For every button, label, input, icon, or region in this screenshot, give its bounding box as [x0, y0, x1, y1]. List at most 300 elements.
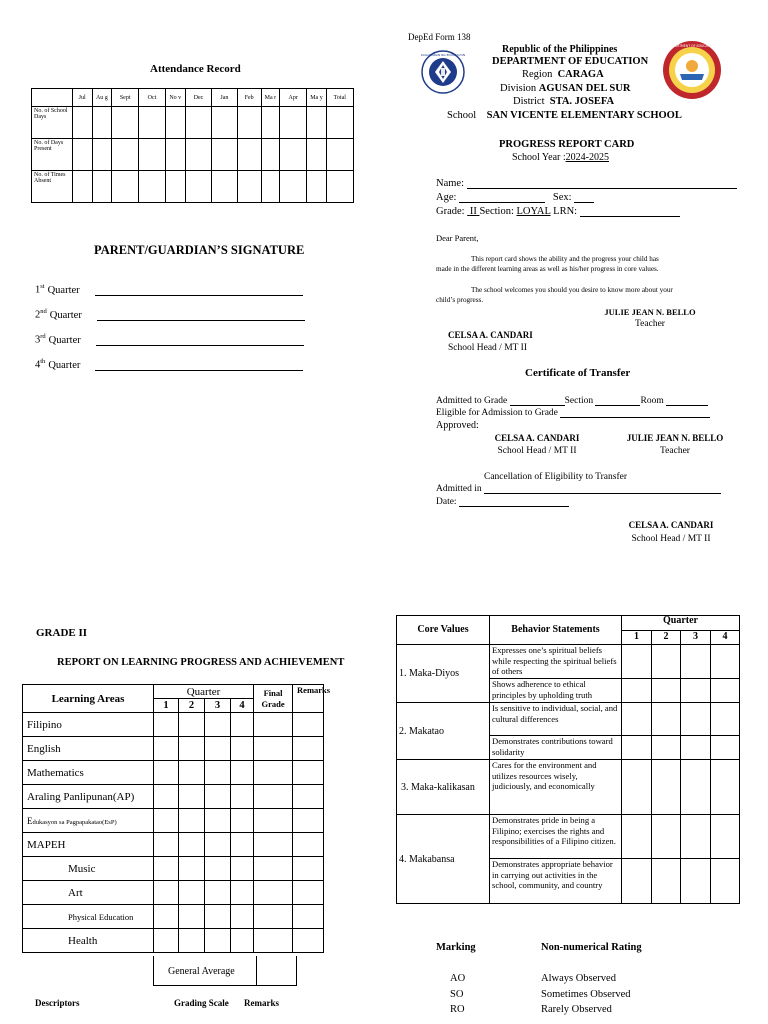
signature-field[interactable]	[96, 345, 304, 346]
attendance-cell[interactable]	[280, 107, 307, 139]
deped-seal-logo	[421, 50, 465, 94]
grade-cell[interactable]	[254, 929, 293, 953]
signature-field[interactable]	[95, 295, 303, 296]
attendance-cell[interactable]	[72, 171, 92, 203]
grade-cell[interactable]	[231, 881, 254, 905]
letter-head-name: CELSA A. CANDARI	[448, 330, 533, 340]
marking-description: Always Observed	[541, 973, 616, 984]
grade-cell[interactable]	[231, 713, 254, 737]
core-value-name: 1. Maka-Diyos	[397, 645, 490, 703]
grade-cell[interactable]	[179, 809, 205, 833]
transfer-teacher-name: JULIE JEAN N. BELLO	[626, 433, 724, 443]
learning-area-row	[23, 905, 324, 929]
core-quarter-header: Quarter	[622, 616, 740, 631]
rating-cell[interactable]	[711, 760, 740, 815]
signature-field[interactable]	[97, 320, 305, 321]
descriptors-label: Descriptors	[35, 998, 80, 1008]
school-year-label: School Year :	[512, 152, 566, 163]
attendance-cell[interactable]	[92, 171, 111, 203]
month-header: Apr	[280, 89, 307, 107]
month-header: Ma y	[307, 89, 326, 107]
general-average-label: General Average	[168, 966, 235, 977]
learning-area-name	[23, 857, 154, 881]
grade-cell[interactable]	[205, 737, 231, 761]
learning-area-row	[23, 785, 324, 809]
grade-cell[interactable]	[293, 929, 324, 953]
rating-cell[interactable]	[652, 859, 681, 904]
section-value: LOYAL	[516, 206, 551, 217]
letter-teacher-title: Teacher	[635, 319, 665, 329]
core-quarter-number: 4	[711, 631, 740, 645]
transfer-teacher-title: Teacher	[660, 446, 690, 456]
learning-areas-header: Learning Areas	[23, 685, 154, 713]
learning-area-name	[23, 905, 154, 929]
rating-cell[interactable]	[652, 679, 681, 703]
final-grade-header: Final Grade	[254, 685, 293, 713]
school-year-value: 2024-2025	[565, 152, 609, 163]
attendance-row-label: No. of Days Present	[32, 139, 73, 171]
grade-cell[interactable]	[293, 857, 324, 881]
core-quarter-number: 1	[622, 631, 652, 645]
grade-cell[interactable]	[205, 905, 231, 929]
behavior-statement: Demonstrates pride in being a Filipino; exercises the rights and responsibilities of a Filipino citizen.	[490, 815, 622, 859]
grade-cell[interactable]	[254, 713, 293, 737]
attendance-cell[interactable]	[72, 139, 92, 171]
deped-color-seal-logo	[662, 40, 722, 100]
letter-head-title: School Head / MT II	[448, 343, 527, 353]
date-label: Date:	[436, 497, 457, 507]
month-header: Ma r	[261, 89, 279, 107]
learning-area-label: English	[27, 742, 61, 755]
attendance-cell[interactable]	[165, 171, 185, 203]
admitted-in-label: Admitted in	[436, 484, 482, 494]
behavior-statement: Demonstrates appropriate behavior in carrying out activities in the school, community, and country	[490, 859, 622, 904]
learning-area-label: Physical Education	[68, 911, 134, 922]
attendance-cell[interactable]	[307, 139, 326, 171]
rating-cell[interactable]	[681, 815, 711, 859]
core-values-header: Core Values	[397, 616, 490, 645]
lrn-label: LRN:	[553, 206, 578, 217]
admitted-room-label: Room	[640, 396, 664, 406]
rating-cell[interactable]	[681, 760, 711, 815]
attendance-cell[interactable]	[185, 171, 211, 203]
month-header: Jan	[212, 89, 237, 107]
grade-cell[interactable]	[293, 809, 324, 833]
sex-label: Sex:	[552, 192, 572, 203]
school-year-line	[512, 152, 609, 163]
grade-heading: GRADE II	[36, 627, 88, 639]
admitted-grade-field[interactable]	[510, 405, 565, 406]
attendance-cell[interactable]	[165, 107, 185, 139]
rating-cell[interactable]	[652, 760, 681, 815]
transfer-eligible-line	[436, 408, 710, 418]
remarks-header: Remarks	[293, 685, 324, 713]
rating-cell[interactable]	[681, 736, 711, 760]
rating-cell[interactable]	[622, 703, 652, 736]
grade-cell[interactable]	[231, 905, 254, 929]
learning-area-row	[23, 737, 324, 761]
lrn-field[interactable]	[580, 216, 680, 217]
learning-area-label: Mathematics	[27, 766, 84, 779]
behavior-header: Behavior Statements	[490, 616, 622, 645]
month-header: Sept	[111, 89, 138, 107]
grade-cell[interactable]	[205, 833, 231, 857]
attendance-cell[interactable]	[72, 107, 92, 139]
name-field[interactable]	[467, 188, 737, 189]
school-line	[447, 110, 682, 121]
quarter-label: Quarter	[48, 359, 81, 371]
grade-cell[interactable]	[254, 785, 293, 809]
grade-cell[interactable]	[179, 857, 205, 881]
district-line	[513, 96, 614, 107]
quarter-number: 3	[35, 334, 41, 346]
rating-cell[interactable]	[711, 736, 740, 760]
grade-cell[interactable]	[179, 881, 205, 905]
grade-cell[interactable]	[154, 833, 179, 857]
age-field[interactable]	[459, 202, 545, 203]
division-label: Division	[500, 83, 537, 94]
division-line	[500, 83, 630, 94]
grade-cell[interactable]	[179, 905, 205, 929]
general-average-box	[153, 956, 257, 986]
letter-p1-line1: This report card shows the ability and the progress your child has	[471, 255, 659, 263]
core-values-table	[396, 615, 740, 904]
transfer-head-name: CELSA A. CANDARI	[494, 433, 580, 443]
grade-cell[interactable]	[231, 785, 254, 809]
transfer-title: Certificate of Transfer	[525, 367, 631, 379]
region-line	[522, 69, 604, 80]
region-value: CARAGA	[557, 69, 604, 80]
attendance-cell[interactable]	[185, 107, 211, 139]
attendance-row	[32, 139, 354, 171]
quarter-number: 2	[35, 309, 41, 321]
department-line: DEPARTMENT OF EDUCATION	[492, 56, 649, 67]
section-label: Section:	[479, 206, 514, 217]
remarks-label: Remarks	[244, 998, 279, 1008]
eligible-label: Eligible for Admission to Grade	[436, 408, 558, 418]
attendance-cell[interactable]	[326, 171, 353, 203]
attendance-cell[interactable]	[261, 139, 279, 171]
attendance-title: Attendance Record	[150, 63, 241, 75]
attendance-cell[interactable]	[139, 139, 165, 171]
learning-area-name	[23, 929, 154, 953]
rating-cell[interactable]	[622, 645, 652, 679]
grade-cell[interactable]	[154, 761, 179, 785]
attendance-cell[interactable]	[261, 171, 279, 203]
learning-area-name	[23, 761, 154, 785]
quarter-header: Quarter	[154, 685, 254, 699]
grade-cell[interactable]	[231, 737, 254, 761]
quarter-number-header: 3	[205, 699, 231, 713]
transfer-head2-name: CELSA A. CANDARI	[628, 520, 714, 530]
grade-cell[interactable]	[293, 761, 324, 785]
attendance-cell[interactable]	[111, 139, 138, 171]
rating-cell[interactable]	[622, 679, 652, 703]
core-value-row	[397, 760, 740, 815]
grade-value	[467, 206, 479, 217]
attendance-cell[interactable]	[237, 139, 261, 171]
name-line	[436, 178, 737, 189]
learning-area-label: Filipino	[27, 718, 62, 731]
behavior-statement: Cares for the environment and utilizes resources wisely, judiciously, and economically	[490, 760, 622, 815]
grade-cell[interactable]	[154, 881, 179, 905]
grade-cell[interactable]	[254, 833, 293, 857]
core-value-row	[397, 703, 740, 736]
learning-area-label: Health	[68, 934, 98, 947]
republic-line: Republic of the Philippines	[502, 44, 618, 55]
letter-p2-line2: child’s progress.	[436, 296, 484, 304]
attendance-corner-cell	[32, 89, 73, 107]
rating-cell[interactable]	[652, 703, 681, 736]
grade-cell[interactable]	[205, 761, 231, 785]
grade-cell[interactable]	[231, 761, 254, 785]
learning-area-name	[23, 737, 154, 761]
grade-cell[interactable]	[293, 881, 324, 905]
month-header: Total	[326, 89, 353, 107]
quarter-label: Quarter	[49, 309, 82, 321]
attendance-cell[interactable]	[165, 139, 185, 171]
rating-cell[interactable]	[622, 736, 652, 760]
letter-p2-line1: The school welcomes you should you desire to know more about your	[471, 286, 673, 294]
grade-cell[interactable]	[231, 809, 254, 833]
approved-label: Approved:	[436, 420, 479, 431]
core-value-row	[397, 815, 740, 859]
grade-cell[interactable]	[293, 737, 324, 761]
grade-cell[interactable]	[231, 929, 254, 953]
core-value-name: 3. Maka-kalikasan	[397, 760, 490, 815]
learning-area-row	[23, 833, 324, 857]
month-header: No v	[165, 89, 185, 107]
attendance-cell[interactable]	[326, 107, 353, 139]
learning-area-row	[23, 929, 324, 953]
grade-cell[interactable]	[293, 785, 324, 809]
signature-row	[35, 333, 304, 346]
grade-cell[interactable]	[205, 785, 231, 809]
school-value: SAN VICENTE ELEMENTARY SCHOOL	[486, 110, 682, 121]
learning-area-name	[23, 713, 154, 737]
quarter-number-header: 1	[154, 699, 179, 713]
grade-cell[interactable]	[154, 713, 179, 737]
attendance-cell[interactable]	[139, 171, 165, 203]
deped-color-seal-text: DEPARTMENT OF EDUCATION	[668, 44, 716, 48]
grade-cell[interactable]	[154, 857, 179, 881]
admitted-section-label: Section	[564, 396, 594, 406]
grade-cell[interactable]	[179, 713, 205, 737]
quarter-number-header: 4	[231, 699, 254, 713]
date-field[interactable]	[459, 506, 569, 507]
signature-row	[35, 358, 303, 371]
grade-cell[interactable]	[179, 785, 205, 809]
sex-field[interactable]	[574, 202, 594, 203]
grading-scale-label: Grading Scale	[174, 998, 229, 1008]
form-number: DepEd Form 138	[408, 32, 471, 42]
attendance-cell[interactable]	[92, 139, 111, 171]
learning-area-name	[23, 881, 154, 905]
grade-cell[interactable]	[254, 761, 293, 785]
behavior-statement: Is sensitive to individual, social, and cultural differences	[490, 703, 622, 736]
grade-section-line	[436, 206, 680, 217]
attendance-cell[interactable]	[326, 139, 353, 171]
transfer-head2-title: School Head / MT II	[631, 534, 711, 544]
rating-cell[interactable]	[711, 645, 740, 679]
rating-cell[interactable]	[681, 703, 711, 736]
rating-cell[interactable]	[652, 815, 681, 859]
division-value: AGUSAN DEL SUR	[538, 83, 631, 94]
attendance-cell[interactable]	[237, 171, 261, 203]
behavior-statement: Demonstrates contributions toward solidarity	[490, 736, 622, 760]
admitted-section-field[interactable]	[595, 405, 640, 406]
letter-teacher-name: JULIE JEAN N. BELLO	[604, 307, 696, 317]
eligible-field[interactable]	[560, 417, 710, 418]
report-card-title: PROGRESS REPORT CARD	[499, 139, 635, 150]
grade-cell[interactable]	[205, 857, 231, 881]
signature-row	[35, 283, 303, 296]
rating-cell[interactable]	[681, 679, 711, 703]
attendance-cell[interactable]	[111, 107, 138, 139]
attendance-cell[interactable]	[212, 171, 237, 203]
name-label: Name:	[436, 178, 464, 189]
grade-cell[interactable]	[231, 857, 254, 881]
month-header: Dec	[185, 89, 211, 107]
grade-cell[interactable]	[293, 713, 324, 737]
grade-cell[interactable]	[205, 809, 231, 833]
marking-code: AO	[450, 973, 466, 984]
core-value-name: 4. Makabansa	[397, 815, 490, 904]
core-value-name: 2. Makatao	[397, 703, 490, 760]
quarter-label: Quarter	[48, 334, 81, 346]
grade-cell[interactable]	[293, 833, 324, 857]
attendance-cell[interactable]	[261, 107, 279, 139]
quarter-number-header: 2	[179, 699, 205, 713]
quarter-label: Quarter	[47, 284, 80, 296]
grade-cell[interactable]	[154, 785, 179, 809]
age-sex-line	[436, 192, 594, 203]
general-average-final-box[interactable]	[256, 956, 297, 986]
grade-cell[interactable]	[254, 905, 293, 929]
greeting: Dear Parent,	[436, 233, 479, 243]
rating-cell[interactable]	[711, 703, 740, 736]
signature-field[interactable]	[95, 370, 303, 371]
quarter-number: 1	[35, 284, 41, 296]
deped-seal-text: KAGAWARAN NG EDUKASYON	[421, 53, 465, 57]
rating-cell[interactable]	[622, 760, 652, 815]
grade-cell[interactable]	[205, 929, 231, 953]
month-header: Oct	[139, 89, 165, 107]
attendance-cell[interactable]	[237, 107, 261, 139]
grade-cell[interactable]	[254, 737, 293, 761]
learning-area-name	[23, 785, 154, 809]
marking-description: Sometimes Observed	[541, 989, 631, 1000]
attendance-cell[interactable]	[212, 139, 237, 171]
rating-cell[interactable]	[681, 859, 711, 904]
rating-cell[interactable]	[652, 736, 681, 760]
transfer-admitted-line	[436, 396, 708, 406]
attendance-cell[interactable]	[280, 139, 307, 171]
rating-cell[interactable]	[711, 679, 740, 703]
grade-cell[interactable]	[154, 737, 179, 761]
grade-cell[interactable]	[205, 713, 231, 737]
quarter-suffix: th	[40, 358, 46, 365]
attendance-cell[interactable]	[139, 107, 165, 139]
grade-cell[interactable]	[254, 809, 293, 833]
rating-cell[interactable]	[652, 645, 681, 679]
learning-area-label: Art	[68, 886, 83, 899]
attendance-row-label: No. of School Days	[32, 107, 73, 139]
quarter-suffix: nd	[40, 308, 47, 315]
quarter-suffix: rd	[40, 333, 46, 340]
attendance-cell[interactable]	[280, 171, 307, 203]
attendance-cell[interactable]	[212, 107, 237, 139]
grade-cell[interactable]	[254, 881, 293, 905]
core-quarter-number: 2	[652, 631, 681, 645]
learning-area-row	[23, 713, 324, 737]
letter-p1-line2: made in the different learning areas as well as his/her progress in core values.	[436, 265, 659, 273]
grade-cell[interactable]	[231, 833, 254, 857]
attendance-row	[32, 107, 354, 139]
attendance-table	[31, 88, 354, 203]
grade-cell[interactable]	[293, 905, 324, 929]
learning-header-row	[23, 685, 324, 699]
grade-cell[interactable]	[179, 761, 205, 785]
attendance-cell[interactable]	[185, 139, 211, 171]
rating-cell[interactable]	[622, 859, 652, 904]
grade-cell[interactable]	[205, 881, 231, 905]
rating-cell[interactable]	[622, 815, 652, 859]
core-value-row	[397, 645, 740, 679]
grade-cell[interactable]	[179, 737, 205, 761]
attendance-row	[32, 171, 354, 203]
grade-cell[interactable]	[154, 929, 179, 953]
learning-area-label: E	[27, 815, 33, 826]
core-quarter-number: 3	[681, 631, 711, 645]
month-header: Feb	[237, 89, 261, 107]
behavior-statement: Expresses one’s spiritual beliefs while respecting the spiritual beliefs of others	[490, 645, 622, 679]
learning-area-label: Music	[68, 862, 96, 875]
transfer-head-title: School Head / MT II	[497, 446, 577, 456]
grade-cell[interactable]	[179, 833, 205, 857]
admitted-in-line	[436, 484, 721, 494]
rating-cell[interactable]	[711, 859, 740, 904]
rating-label: Non-numerical Rating	[541, 942, 642, 953]
attendance-cell[interactable]	[307, 171, 326, 203]
marking-label: Marking	[436, 942, 476, 953]
rating-cell[interactable]	[711, 815, 740, 859]
learning-area-label-rest: dukasyon sa Pagpapakatao(EsP)	[32, 818, 117, 826]
admitted-grade-label: Admitted to Grade	[436, 396, 508, 406]
admitted-room-field[interactable]	[666, 405, 708, 406]
grade-cell[interactable]	[154, 809, 179, 833]
signature-title: PARENT/GUARDIAN’S SIGNATURE	[94, 243, 305, 257]
admitted-in-field[interactable]	[484, 493, 721, 494]
grade-cell[interactable]	[154, 905, 179, 929]
attendance-cell[interactable]	[111, 171, 138, 203]
learning-area-row	[23, 761, 324, 785]
attendance-cell[interactable]	[307, 107, 326, 139]
quarter-number: 4	[35, 359, 41, 371]
grade-cell[interactable]	[179, 929, 205, 953]
rating-cell[interactable]	[681, 645, 711, 679]
month-header: Jul	[72, 89, 92, 107]
attendance-cell[interactable]	[92, 107, 111, 139]
grade-label: Grade:	[436, 206, 465, 217]
learning-area-label: MAPEH	[27, 838, 66, 851]
date-line	[436, 497, 569, 507]
grade-cell[interactable]	[254, 857, 293, 881]
region-label: Region	[522, 69, 553, 80]
district-value: STA. JOSEFA	[549, 96, 615, 107]
attendance-row-label: No. of Times Absent	[32, 171, 73, 203]
learning-areas-table	[22, 684, 331, 953]
